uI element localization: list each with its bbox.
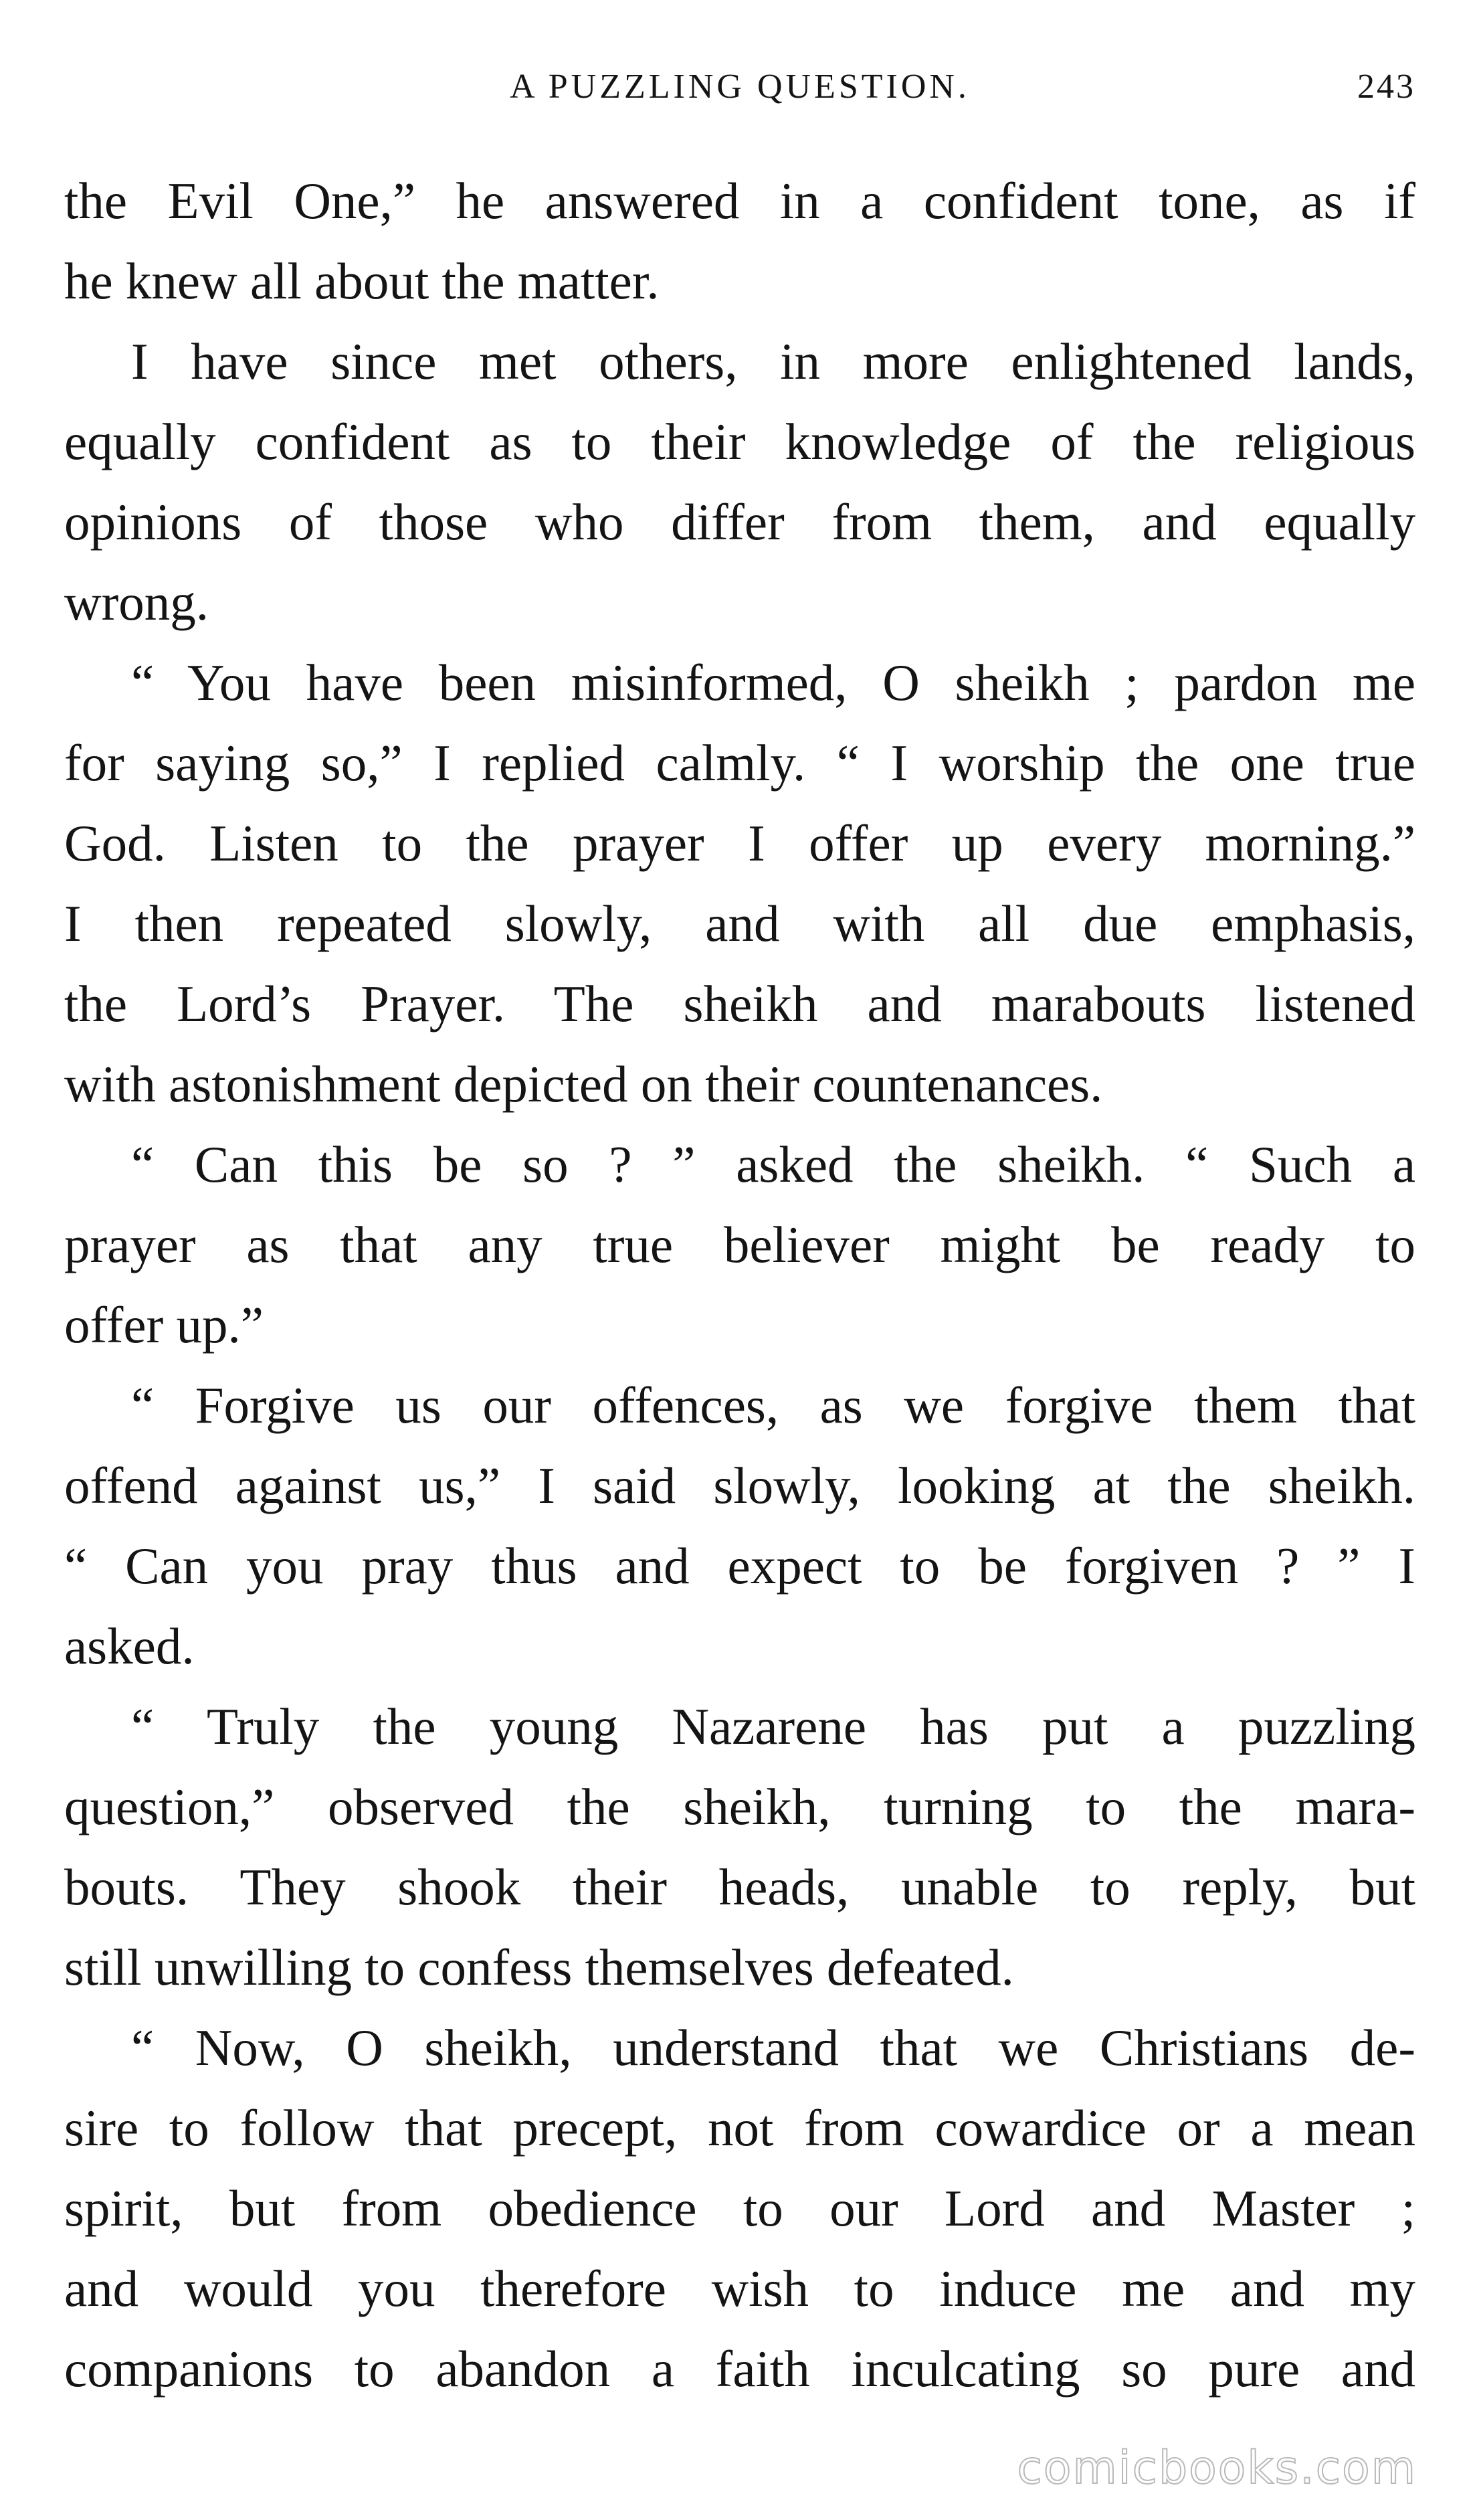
paragraph-2 xyxy=(64,321,1415,642)
text-line: offend against us,” I said slowly, looking at the sheikh. xyxy=(64,1457,1415,1514)
text-line: “ You have been misinformed, O sheikh ; pardon me xyxy=(131,654,1415,711)
text-line: prayer as that any true believer might be ready to xyxy=(64,1216,1415,1273)
text-line: the Evil One,” he answered in a confident tone, as if xyxy=(64,172,1415,230)
text-line: equally confident as to their knowledge of the religious xyxy=(64,413,1415,470)
paragraph-4 xyxy=(64,1124,1415,1365)
text-line: “ Can you pray thus and expect to be forgiven ? ” I xyxy=(64,1537,1415,1595)
paragraph-3 xyxy=(64,642,1415,1124)
text-line: God. Listen to the prayer I offer up every morning.” xyxy=(64,814,1415,872)
text-line: and would you therefore wish to induce me and my xyxy=(64,2260,1415,2317)
text-line: asked. xyxy=(64,1617,195,1675)
text-line: question,” observed the sheikh, turning to the mara- xyxy=(64,1778,1415,1835)
text-line: “ Can this be so ? ” asked the sheikh. “ Such a xyxy=(131,1136,1415,1193)
page-number: 243 xyxy=(1357,68,1415,106)
text-line: sire to follow that precept, not from cowardice or a mean xyxy=(64,2099,1415,2157)
text-line: “ Forgive us our offences, as we forgive them that xyxy=(131,1376,1415,1434)
text-line: “ Now, O sheikh, understand that we Christians de- xyxy=(131,2019,1415,2076)
text-line: opinions of those who differ from them, and equally xyxy=(64,493,1415,551)
watermark: comicbooks.com xyxy=(1017,2442,1417,2495)
text-line: companions to abandon a faith inculcating so pure and xyxy=(64,2340,1415,2398)
text-line: still unwilling to confess themselves defeated. xyxy=(64,1939,1014,1996)
text-line: the Lord’s Prayer. The sheikh and marabouts listened xyxy=(64,975,1415,1032)
paragraph-5 xyxy=(64,1365,1415,1686)
text-line: bouts. They shook their heads, unable to reply, but xyxy=(64,1858,1415,1916)
paragraph-7 xyxy=(64,2007,1415,2409)
text-line: for saying so,” I replied calmly. “ I worship the one true xyxy=(64,734,1415,792)
text-line: offer up.” xyxy=(64,1296,264,1354)
body-text xyxy=(64,161,1415,2409)
text-line: with astonishment depicted on their countenances. xyxy=(64,1055,1103,1113)
text-line: I have since met others, in more enlightened lands, xyxy=(131,333,1415,390)
running-head xyxy=(64,60,1415,114)
text-line: wrong. xyxy=(64,573,209,631)
text-line: spirit, but from obedience to our Lord and Master ; xyxy=(64,2179,1415,2237)
text-line: “ Truly the young Nazarene has put a puzzling xyxy=(131,1698,1415,1755)
text-line: I then repeated slowly, and with all due emphasis, xyxy=(64,895,1415,952)
text-line: he knew all about the matter. xyxy=(64,252,660,310)
running-title: A PUZZLING QUESTION. xyxy=(510,68,970,106)
paragraph-6 xyxy=(64,1686,1415,2007)
paragraph-1 xyxy=(64,161,1415,321)
